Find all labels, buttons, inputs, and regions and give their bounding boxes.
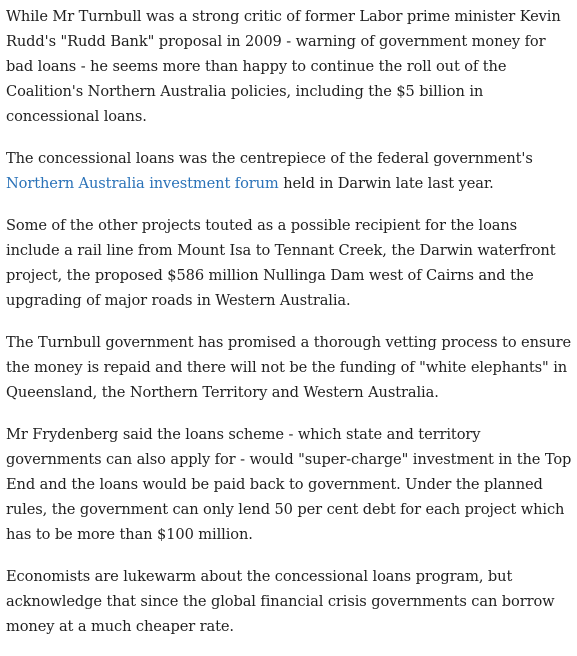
article-body (6, 4, 572, 656)
paragraph-frydenberg: Mr Frydenberg said the loans scheme - which state and territory governments can also apply for - would "super-charge" investment in the Top End and the loans would be paid back to government. Under the planned rules, the government can only lend 50 per cent debt for each project which has to be more than $100 million. (6, 426, 572, 543)
paragraph-concessional-loans (6, 146, 572, 196)
paragraph-rudd-bank: While Mr Turnbull was a strong critic of former Labor prime minister Kevin Rudd's "Rudd Bank" proposal in 2009 - warning of government money for bad loans - he seems more than happy to continue the roll out of the Coalition's Northern Australia policies, including the $5 billion in concessional loans. (6, 8, 561, 125)
paragraph-text: The concessional loans was the centrepiece of the federal government's (6, 150, 533, 167)
paragraph-economists: Economists are lukewarm about the concessional loans program, but acknowledge that since the global financial crisis governments can borrow money at a much cheaper rate. (6, 568, 555, 635)
paragraph-text: held in Darwin late last year. (278, 175, 494, 192)
northern-australia-forum-link[interactable]: Northern Australia investment forum (6, 175, 279, 192)
paragraph-other-projects: Some of the other projects touted as a possible recipient for the loans include a rail line from Mount Isa to Tennant Creek, the Darwin waterfront project, the proposed $586 million Nullinga Dam west of Cairns and the upgrading of major roads in Western Australia. (6, 217, 556, 309)
paragraph-vetting-process: The Turnbull government has promised a thorough vetting process to ensure the money is repaid and there will not be the funding of "white elephants" in Queensland, the Northern Territory and Western Australia. (6, 334, 571, 401)
